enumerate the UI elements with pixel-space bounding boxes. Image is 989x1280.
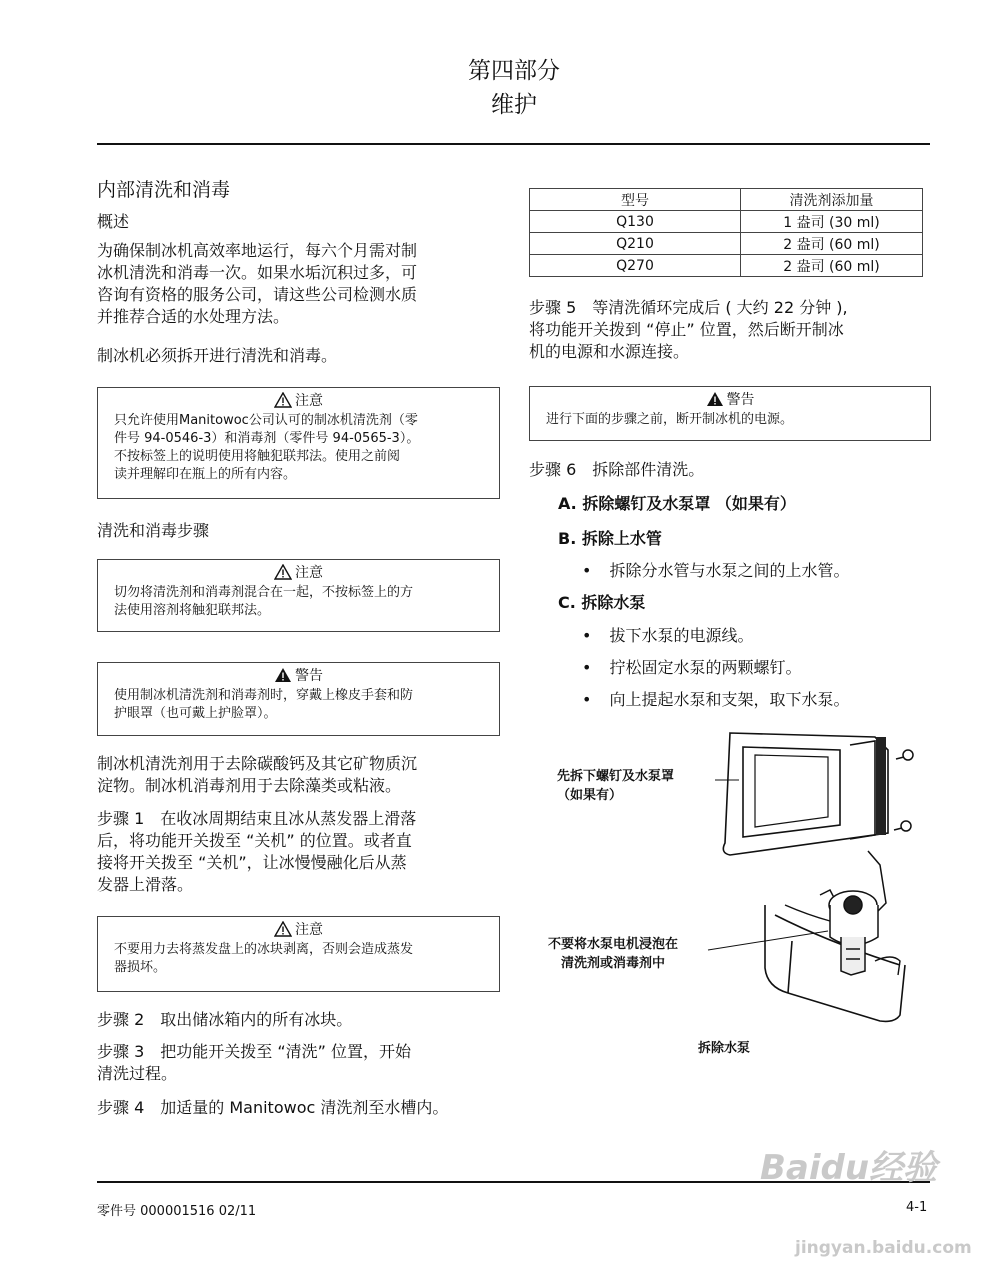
bullet-item: • 向上提起水泵和支架，取下水泵。: [582, 690, 850, 709]
dosage-table: [529, 188, 923, 277]
caution-title-1: 注意: [98, 392, 499, 410]
table-row: [530, 233, 923, 255]
table-cell: Q130: [530, 211, 741, 233]
table-header-model: 型号: [530, 189, 741, 211]
overview-paragraph: 为确保制冰机高效率地运行，每六个月需对制 冰机清洗和消毒一次。如果水垢沉积过多，可 咨询有资格的服务公司，请这些公司检测水质 并推荐合适的水处理方法。: [97, 241, 418, 326]
footer-page-number: 4-1: [906, 1200, 928, 1215]
warning-triangle-icon: [706, 391, 724, 407]
warning-box-1: [97, 662, 500, 736]
caution-title-2: 注意: [98, 564, 499, 582]
caution-box-1: [97, 387, 500, 499]
bullet-item: • 拔下水泵的电源线。: [582, 626, 754, 645]
warning-box-2: [529, 386, 931, 441]
warning-title-2: 警告: [530, 391, 930, 409]
table-cell: 2 盎司 (60 ml): [741, 233, 923, 255]
caution-text-1: 只允许使用Manitowoc公司认可的制冰机清洗剂（零 件号 94-0546-3）和消毒剂（零件号 94-0565-3）。 不按标签上的说明使用将触犯联邦法。使用之前阅 读并理解印在瓶上的所有内容。: [114, 413, 420, 482]
caution-triangle-icon: [274, 564, 292, 580]
caution-triangle-icon: [274, 921, 292, 937]
callout-remove-cover: 先拆下螺钉及水泵罩 （如果有）: [557, 769, 675, 803]
bullet-dot-icon: •: [582, 658, 592, 677]
caution-text-3: 不要用力去将蒸发盘上的冰块剥离，否则会造成蒸发 器损坏。: [114, 942, 414, 975]
step5-paragraph: 步骤 5 等清洗循环完成后 ( 大约 22 分钟 ), 将功能开关拨到 “停止” 位置，然后断开制冰 机的电源和水源连接。: [529, 298, 848, 361]
cleaner-paragraph: 制冰机清洗剂用于去除碳酸钙及其它矿物质沉 淀物。制冰机消毒剂用于去除藻类或粘液。: [97, 754, 418, 795]
leader-line-2: [708, 931, 828, 950]
caution-box-2: [97, 559, 500, 632]
section-title: 内部清洗和消毒: [97, 179, 231, 201]
figure-caption: 拆除水泵: [698, 1041, 751, 1056]
must-open-paragraph: 制冰机必须拆开进行清洗和消毒。: [97, 346, 338, 365]
warning-title-1: 警告: [98, 667, 499, 685]
step6-paragraph: 步骤 6 拆除部件清洗。: [529, 460, 705, 479]
overview-heading: 概述: [97, 212, 130, 231]
table-row: [530, 211, 923, 233]
table-header-dose: 清洗剂添加量: [741, 189, 923, 211]
callout-do-not-submerge: 不要将水泵电机浸泡在 清洗剂或消毒剂中: [548, 937, 679, 971]
caution-text-2: 切勿将清洗剂和消毒剂混合在一起，不按标签上的方 法使用溶剂将触犯联邦法。: [114, 585, 414, 618]
cover-edge-strip: [876, 737, 886, 835]
table-cell: 1 盎司 (30 ml): [741, 211, 923, 233]
table-header-row: [530, 189, 923, 211]
watermark-url: jingyan.baidu.com: [795, 1238, 972, 1258]
table-row: [530, 255, 923, 277]
warning-triangle-icon: [274, 667, 292, 683]
caution-box-3: [97, 916, 500, 992]
page-title: 维护: [491, 92, 537, 118]
bullet-item: • 拧松固定水泵的两颗螺钉。: [582, 658, 802, 677]
warning-text-2: 进行下面的步骤之前，断开制冰机的电源。: [546, 412, 794, 427]
steps-heading: 清洗和消毒步骤: [97, 521, 210, 540]
footer-part-number: 零件号 000001516 02/11: [97, 1204, 257, 1219]
step3-paragraph: 步骤 3 把功能开关拨至 “清洗” 位置，开始 清洗过程。: [97, 1042, 412, 1083]
caution-triangle-icon: [274, 392, 292, 408]
step4-paragraph: 步骤 4 加适量的 Manitowoc 清洗剂至水槽内。: [97, 1098, 449, 1117]
bullet-dot-icon: •: [582, 561, 592, 580]
substep-b: B. 拆除上水管: [558, 529, 662, 548]
table-cell: Q270: [530, 255, 741, 277]
header-rule: [97, 143, 930, 145]
part-heading: 第四部分: [468, 58, 560, 84]
step2-paragraph: 步骤 2 取出储冰箱内的所有冰块。: [97, 1010, 353, 1029]
bullet-dot-icon: •: [582, 626, 592, 645]
substep-c: C. 拆除水泵: [558, 593, 646, 612]
watermark-brand: Baidu经验: [760, 1148, 938, 1188]
caution-title-3: 注意: [98, 921, 499, 939]
table-cell: Q210: [530, 233, 741, 255]
bullet-item: • 拆除分水管与水泵之间的上水管。: [582, 561, 850, 580]
warning-text-1: 使用制冰机清洗剂和消毒剂时，穿戴上橡皮手套和防 护眼罩（也可戴上护脸罩）。: [114, 688, 414, 721]
step1-paragraph: 步骤 1 在收冰周期结束且冰从蒸发器上滑落 后，将功能开关拨至 “关机” 的位置。或者直 接将开关拨至 “关机”，让冰慢慢融化后从蒸 发器上滑落。: [97, 809, 417, 894]
table-cell: 2 盎司 (60 ml): [741, 255, 923, 277]
bullet-dot-icon: •: [582, 690, 592, 709]
substep-a: A. 拆除螺钉及水泵罩 （如果有）: [558, 494, 796, 513]
